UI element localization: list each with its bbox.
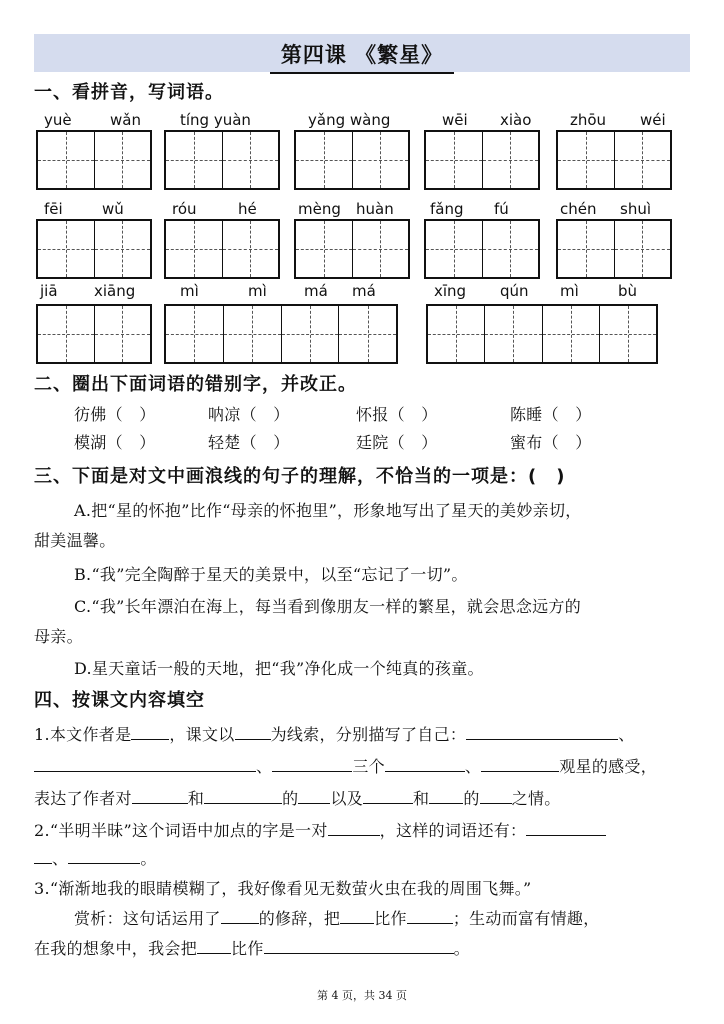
pinyin: wǎn <box>110 111 141 129</box>
option-a: A.把“星的怀抱”比作“母亲的怀抱里”，形象地写出了星天的美妙亲切， <box>74 501 582 520</box>
pinyin: yǎng wàng <box>308 111 391 129</box>
text: 和 <box>187 789 205 808</box>
option-a-cont: 甜美温馨。 <box>34 531 116 550</box>
text: 、 <box>52 849 69 868</box>
correction-item: 蜜布（ ） <box>510 433 592 452</box>
q2-line1 <box>34 818 606 841</box>
option-b: B.“我”完全陶醉于星天的美景中，以至“忘记了一切”。 <box>74 565 468 584</box>
text: 1.本文作者是 <box>34 725 132 744</box>
correction-item: 呐凉（ ） <box>208 405 290 424</box>
section3-heading: 三、下面是对文中画浪线的句子的理解，不恰当的一项是：( ) <box>34 466 566 487</box>
blank[interactable] <box>526 819 606 836</box>
q3-line1 <box>74 906 600 929</box>
text: 、 <box>618 725 635 744</box>
q3-line2 <box>34 936 470 959</box>
option-c: C.“我”长年漂泊在海上，每当看到像朋友一样的繁星，就会思念远方的 <box>74 597 582 616</box>
blank[interactable] <box>132 787 188 804</box>
pinyin: wéi <box>640 111 666 129</box>
correction-item: 廷院（ ） <box>356 433 438 452</box>
text: 之情。 <box>511 789 561 808</box>
pinyin: tíng yuàn <box>180 111 251 129</box>
q2-line2 <box>34 846 157 869</box>
q1-line2 <box>34 754 657 777</box>
blank[interactable] <box>480 787 512 804</box>
blank[interactable] <box>328 819 380 836</box>
correction-item: 模湖（ ） <box>74 433 156 452</box>
text: 比作 <box>231 939 264 958</box>
writing-grid[interactable] <box>294 130 410 190</box>
pinyin: huàn <box>356 200 394 218</box>
text: 。 <box>140 849 157 868</box>
text: 的修辞，把 <box>258 909 341 928</box>
pinyin: mì <box>248 282 267 300</box>
pinyin: jiā <box>40 282 58 300</box>
writing-grid[interactable] <box>426 304 658 364</box>
pinyin: shuì <box>620 200 651 218</box>
option-d: D.星天童话一般的天地，把“我”净化成一个纯真的孩童。 <box>74 659 484 678</box>
writing-grid[interactable] <box>36 304 152 364</box>
section2-heading: 二、圈出下面词语的错别字，并改正。 <box>34 374 357 395</box>
pinyin: mì <box>560 282 579 300</box>
writing-grid[interactable] <box>294 219 410 279</box>
blank[interactable] <box>340 907 374 924</box>
blank[interactable] <box>363 787 413 804</box>
blank[interactable] <box>34 755 256 772</box>
correction-item: 怀报（ ） <box>356 405 438 424</box>
text: ，这样的词语还有： <box>379 821 527 840</box>
text: 、 <box>256 757 273 776</box>
correction-item: 陈睡（ ） <box>510 405 592 424</box>
pinyin: mèng <box>298 200 341 218</box>
blank[interactable] <box>131 723 169 740</box>
writing-grid[interactable] <box>164 304 398 364</box>
section1-heading: 一、看拼音，写词语。 <box>34 82 224 103</box>
text: 、 <box>464 757 482 776</box>
writing-grid[interactable] <box>164 130 280 190</box>
writing-grid[interactable] <box>424 219 540 279</box>
pinyin: fēi <box>44 200 63 218</box>
correction-item: 彷佛（ ） <box>74 405 156 424</box>
pinyin: hé <box>238 200 257 218</box>
pinyin: má <box>304 282 328 300</box>
text: 赏析：这句话运用了 <box>74 909 221 928</box>
q1-line3 <box>34 786 561 809</box>
title-bar <box>34 34 690 72</box>
q3-quote: 3.“渐渐地我的眼睛模糊了，我好像看见无数萤火虫在我的周围飞舞。” <box>34 879 532 898</box>
option-c-cont: 母亲。 <box>34 627 83 646</box>
blank[interactable] <box>235 723 271 740</box>
section4-heading: 四、按课文内容填空 <box>34 690 205 711</box>
text: 和 <box>413 789 430 808</box>
blank[interactable] <box>204 787 282 804</box>
pinyin: xīng <box>434 282 467 300</box>
writing-grid[interactable] <box>556 130 672 190</box>
pinyin: róu <box>172 200 197 218</box>
blank[interactable] <box>466 723 618 740</box>
text: ，课文以 <box>169 725 235 744</box>
pinyin: xiào <box>500 111 532 129</box>
pinyin: fú <box>494 200 509 218</box>
blank[interactable] <box>481 755 559 772</box>
blank[interactable] <box>221 907 259 924</box>
blank[interactable] <box>34 847 52 864</box>
page-title: 第四课 《繁星》 <box>280 43 444 67</box>
pinyin: bù <box>618 282 638 300</box>
blank[interactable] <box>197 937 231 954</box>
writing-grid[interactable] <box>36 219 152 279</box>
title-underline <box>270 72 454 74</box>
pinyin: má <box>352 282 376 300</box>
text: 三个 <box>352 757 385 776</box>
writing-grid[interactable] <box>164 219 280 279</box>
text: 观星的感受， <box>559 757 658 776</box>
correction-item: 轻楚（ ） <box>208 433 290 452</box>
writing-grid[interactable] <box>556 219 672 279</box>
writing-grid[interactable] <box>424 130 540 190</box>
pinyin: qún <box>500 282 529 300</box>
text: 。 <box>453 939 470 958</box>
page-footer: 第 4 页，共 34 页 <box>317 989 407 1002</box>
text: 表达了作者对 <box>34 789 132 808</box>
text: 的 <box>282 789 299 808</box>
blank[interactable] <box>385 755 465 772</box>
pinyin: wǔ <box>102 200 124 218</box>
text: 为线索，分别描写了自己： <box>270 725 467 744</box>
text: 在我的想象中，我会把 <box>34 939 198 958</box>
pinyin: wēi <box>442 111 468 129</box>
pinyin: zhōu <box>570 111 607 129</box>
pinyin: fǎng <box>430 200 464 218</box>
pinyin: xiāng <box>94 282 136 300</box>
text: 比作 <box>374 909 407 928</box>
pinyin: mì <box>180 282 199 300</box>
blank[interactable] <box>272 755 352 772</box>
text: ；生动而富有情趣， <box>452 909 600 928</box>
text: 以及 <box>330 789 364 808</box>
blank[interactable] <box>429 787 463 804</box>
pinyin: chén <box>560 200 597 218</box>
writing-grid[interactable] <box>36 130 152 190</box>
pinyin: yuè <box>44 111 72 129</box>
text: 2.“半明半昧”这个词语中加点的字是一对 <box>34 821 328 840</box>
blank[interactable] <box>68 847 140 864</box>
blank[interactable] <box>298 787 330 804</box>
blank[interactable] <box>264 937 454 954</box>
text: 的 <box>463 789 480 808</box>
blank[interactable] <box>407 907 453 924</box>
q1-line1 <box>34 722 635 745</box>
